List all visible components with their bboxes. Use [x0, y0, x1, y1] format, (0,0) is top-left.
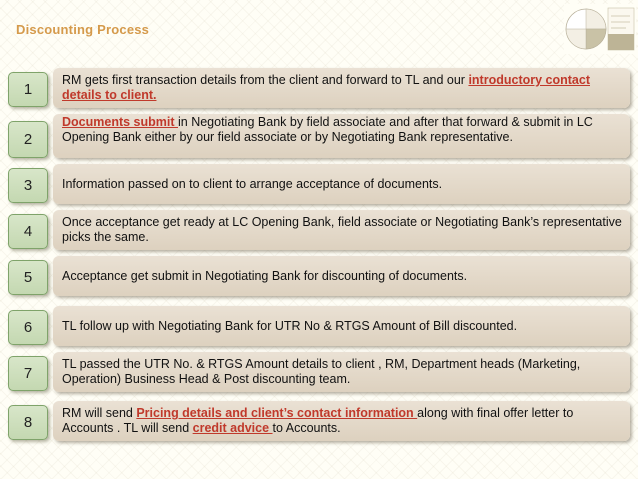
step-number-badge: 2 [8, 121, 48, 158]
step-text-box [53, 164, 630, 204]
step-text-box [53, 352, 630, 392]
step-3 [8, 164, 630, 204]
step-number-badge: 4 [8, 214, 48, 249]
step-text: in Negotiating Bank by field associate and after that forward & submit in LC Opening Bank either by our field associate or by Negotiating Bank representative. [62, 115, 593, 144]
step-text: Information passed on to client to arrange acceptance of documents. [62, 176, 443, 191]
step-number-badge: 6 [8, 310, 48, 345]
step-number-badge: 7 [8, 356, 48, 391]
step-text: along with final offer letter to Accounts . TL will send [62, 406, 574, 435]
step-text: RM will send [62, 406, 137, 420]
step-number-badge: 8 [8, 405, 48, 440]
step-text-box [53, 256, 630, 296]
step-text: RM gets first transaction details from the client and forward to TL and our [62, 73, 469, 87]
page-title: Discounting Process [16, 22, 150, 37]
highlight-text: introductory contact details to client. [62, 73, 590, 102]
step-number-badge: 3 [8, 168, 48, 203]
step-text: Once acceptance get ready at LC Opening Bank, field associate or Negotiating Bank’s representative picks the same. [62, 215, 622, 244]
step-8 [8, 401, 630, 441]
logo-diagram-icon [564, 4, 636, 54]
step-text: TL follow up with Negotiating Bank for UTR No & RTGS Amount of Bill discounted. [62, 318, 518, 333]
step-number-badge: 1 [8, 72, 48, 107]
step-text-box [53, 306, 630, 346]
step-2 [8, 114, 630, 158]
step-text-box [53, 210, 630, 250]
step-4 [8, 210, 630, 250]
step-text-box [53, 401, 630, 441]
step-7 [8, 352, 630, 392]
step-1 [8, 68, 630, 108]
step-5 [8, 256, 630, 296]
step-text: to Accounts. [272, 421, 341, 435]
step-text-box [53, 114, 630, 158]
step-text-box [53, 68, 630, 108]
step-number-badge: 5 [8, 260, 48, 295]
step-text: Acceptance get submit in Negotiating Bank for discounting of documents. [62, 268, 468, 283]
highlight-text: Pricing details and client’s contact information [136, 406, 418, 420]
highlight-text: Documents submit [62, 115, 178, 129]
step-6 [8, 306, 630, 346]
highlight-text: credit advice [192, 421, 273, 435]
step-text: TL passed the UTR No. & RTGS Amount details to client , RM, Department heads (Marketing, Operation) Business Head & Post discounting team. [62, 357, 581, 386]
